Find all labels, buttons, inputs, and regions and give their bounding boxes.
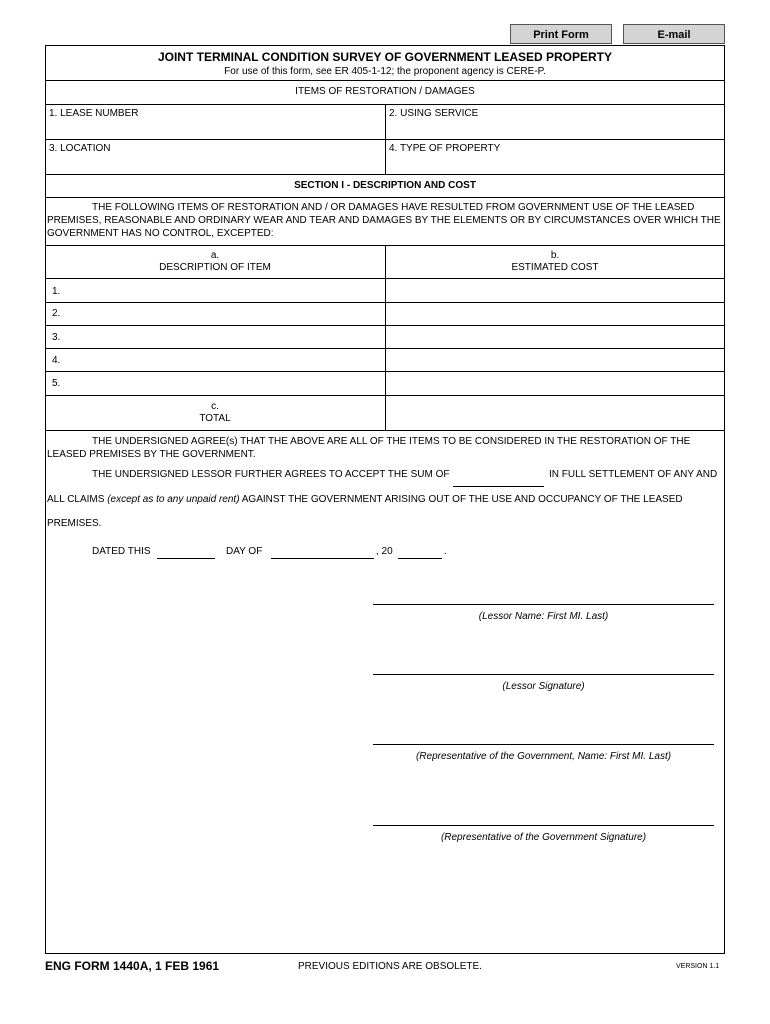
divider [45,197,725,198]
agreement-paragraph: THE UNDERSIGNED AGREE(s) THAT THE ABOVE ARE ALL OF THE ITEMS TO BE CONSIDERED IN THE RESTORATION OF THE LEASED PREMISES BY THE GOVERNMENT. [47,436,691,460]
divider [45,325,725,326]
version-label: VERSION 1.1 [676,963,720,970]
form-id: ENG FORM 1440A, 1 FEB 1961 [45,959,220,973]
divider [45,371,725,372]
using-service-field[interactable]: 2. USING SERVICE [389,108,479,119]
col-a-header: DESCRIPTION OF ITEM [159,262,271,273]
claims-text: ALL CLAIMS (except as to any unpaid rent) AGAINST THE GOVERNMENT ARISING OUT OF THE USE AND OCCUPANCY OF THE LEASED [47,494,683,505]
settlement-sum-field[interactable] [453,486,544,487]
item-row-5[interactable]: 5. [52,378,61,389]
form-subtitle: For use of this form, see ER 405-1-12; the proponent agency is CERE-P. [224,66,546,77]
item-row-1[interactable]: 1. [52,286,61,297]
divider [45,278,725,279]
year-field[interactable] [398,558,442,559]
section-1-heading: SECTION I - DESCRIPTION AND COST [294,180,476,191]
dated-period: . [444,546,447,557]
col-b-letter: b. [550,250,560,261]
item-row-4[interactable]: 4. [52,355,61,366]
day-field[interactable] [157,558,215,559]
form-title: JOINT TERMINAL CONDITION SURVEY OF GOVERNMENT LEASED PROPERTY [157,50,613,64]
col-a-letter: a. [210,250,220,261]
gov-signature-line[interactable] [373,825,714,826]
items-heading: ITEMS OF RESTORATION / DAMAGES [295,86,475,97]
lessor-signature-line[interactable] [373,674,714,675]
gov-name-line[interactable] [373,744,714,745]
print-form-button[interactable]: Print Form [510,24,612,44]
section-1-intro: THE FOLLOWING ITEMS OF RESTORATION AND / OR DAMAGES HAVE RESULTED FROM GOVERNMENT USE OF THE LEASED PREMISES, REASONABLE AND ORDINARY WEAR AND TEAR AND DAMAGES BY THE ELEMENTS OR BY CIRCUMSTANCES OVER WHICH THE GOVERNMENT HAS NO CONTROL, EXCEPTED: [47,202,721,239]
divider [45,139,725,140]
lease-number-field[interactable]: 1. LEASE NUMBER [49,108,139,119]
lessor-name-label: (Lessor Name: First MI. Last) [478,611,609,622]
divider [45,348,725,349]
month-field[interactable] [271,558,374,559]
obsolete-notice: PREVIOUS EDITIONS ARE OBSOLETE. [298,961,482,972]
divider [45,80,725,81]
divider [45,174,725,175]
item-row-2[interactable]: 2. [52,308,61,319]
premises-text: PREMISES. [47,518,102,529]
lessor-signature-label: (Lessor Signature) [502,681,585,692]
gov-signature-label: (Representative of the Government Signature) [440,832,647,843]
day-of-label: DAY OF [226,546,263,557]
year-prefix: , 20 [376,546,393,557]
total-label: TOTAL [199,413,231,424]
divider [45,395,725,396]
gov-name-label: (Representative of the Government, Name: First MI. Last) [415,751,672,762]
settlement-text: THE UNDERSIGNED LESSOR FURTHER AGREES TO ACCEPT THE SUM OF [92,469,450,480]
item-row-3[interactable]: 3. [52,332,61,343]
type-of-property-field[interactable]: 4. TYPE OF PROPERTY [389,143,501,154]
divider [45,430,725,431]
email-button[interactable]: E-mail [623,24,725,44]
divider [45,302,725,303]
dated-this-label: DATED THIS [92,546,151,557]
lessor-name-line[interactable] [373,604,714,605]
settlement-text-2: IN FULL SETTLEMENT OF ANY AND [549,469,718,480]
col-b-header: ESTIMATED COST [511,262,599,273]
total-letter: c. [211,401,219,412]
location-field[interactable]: 3. LOCATION [49,143,111,154]
